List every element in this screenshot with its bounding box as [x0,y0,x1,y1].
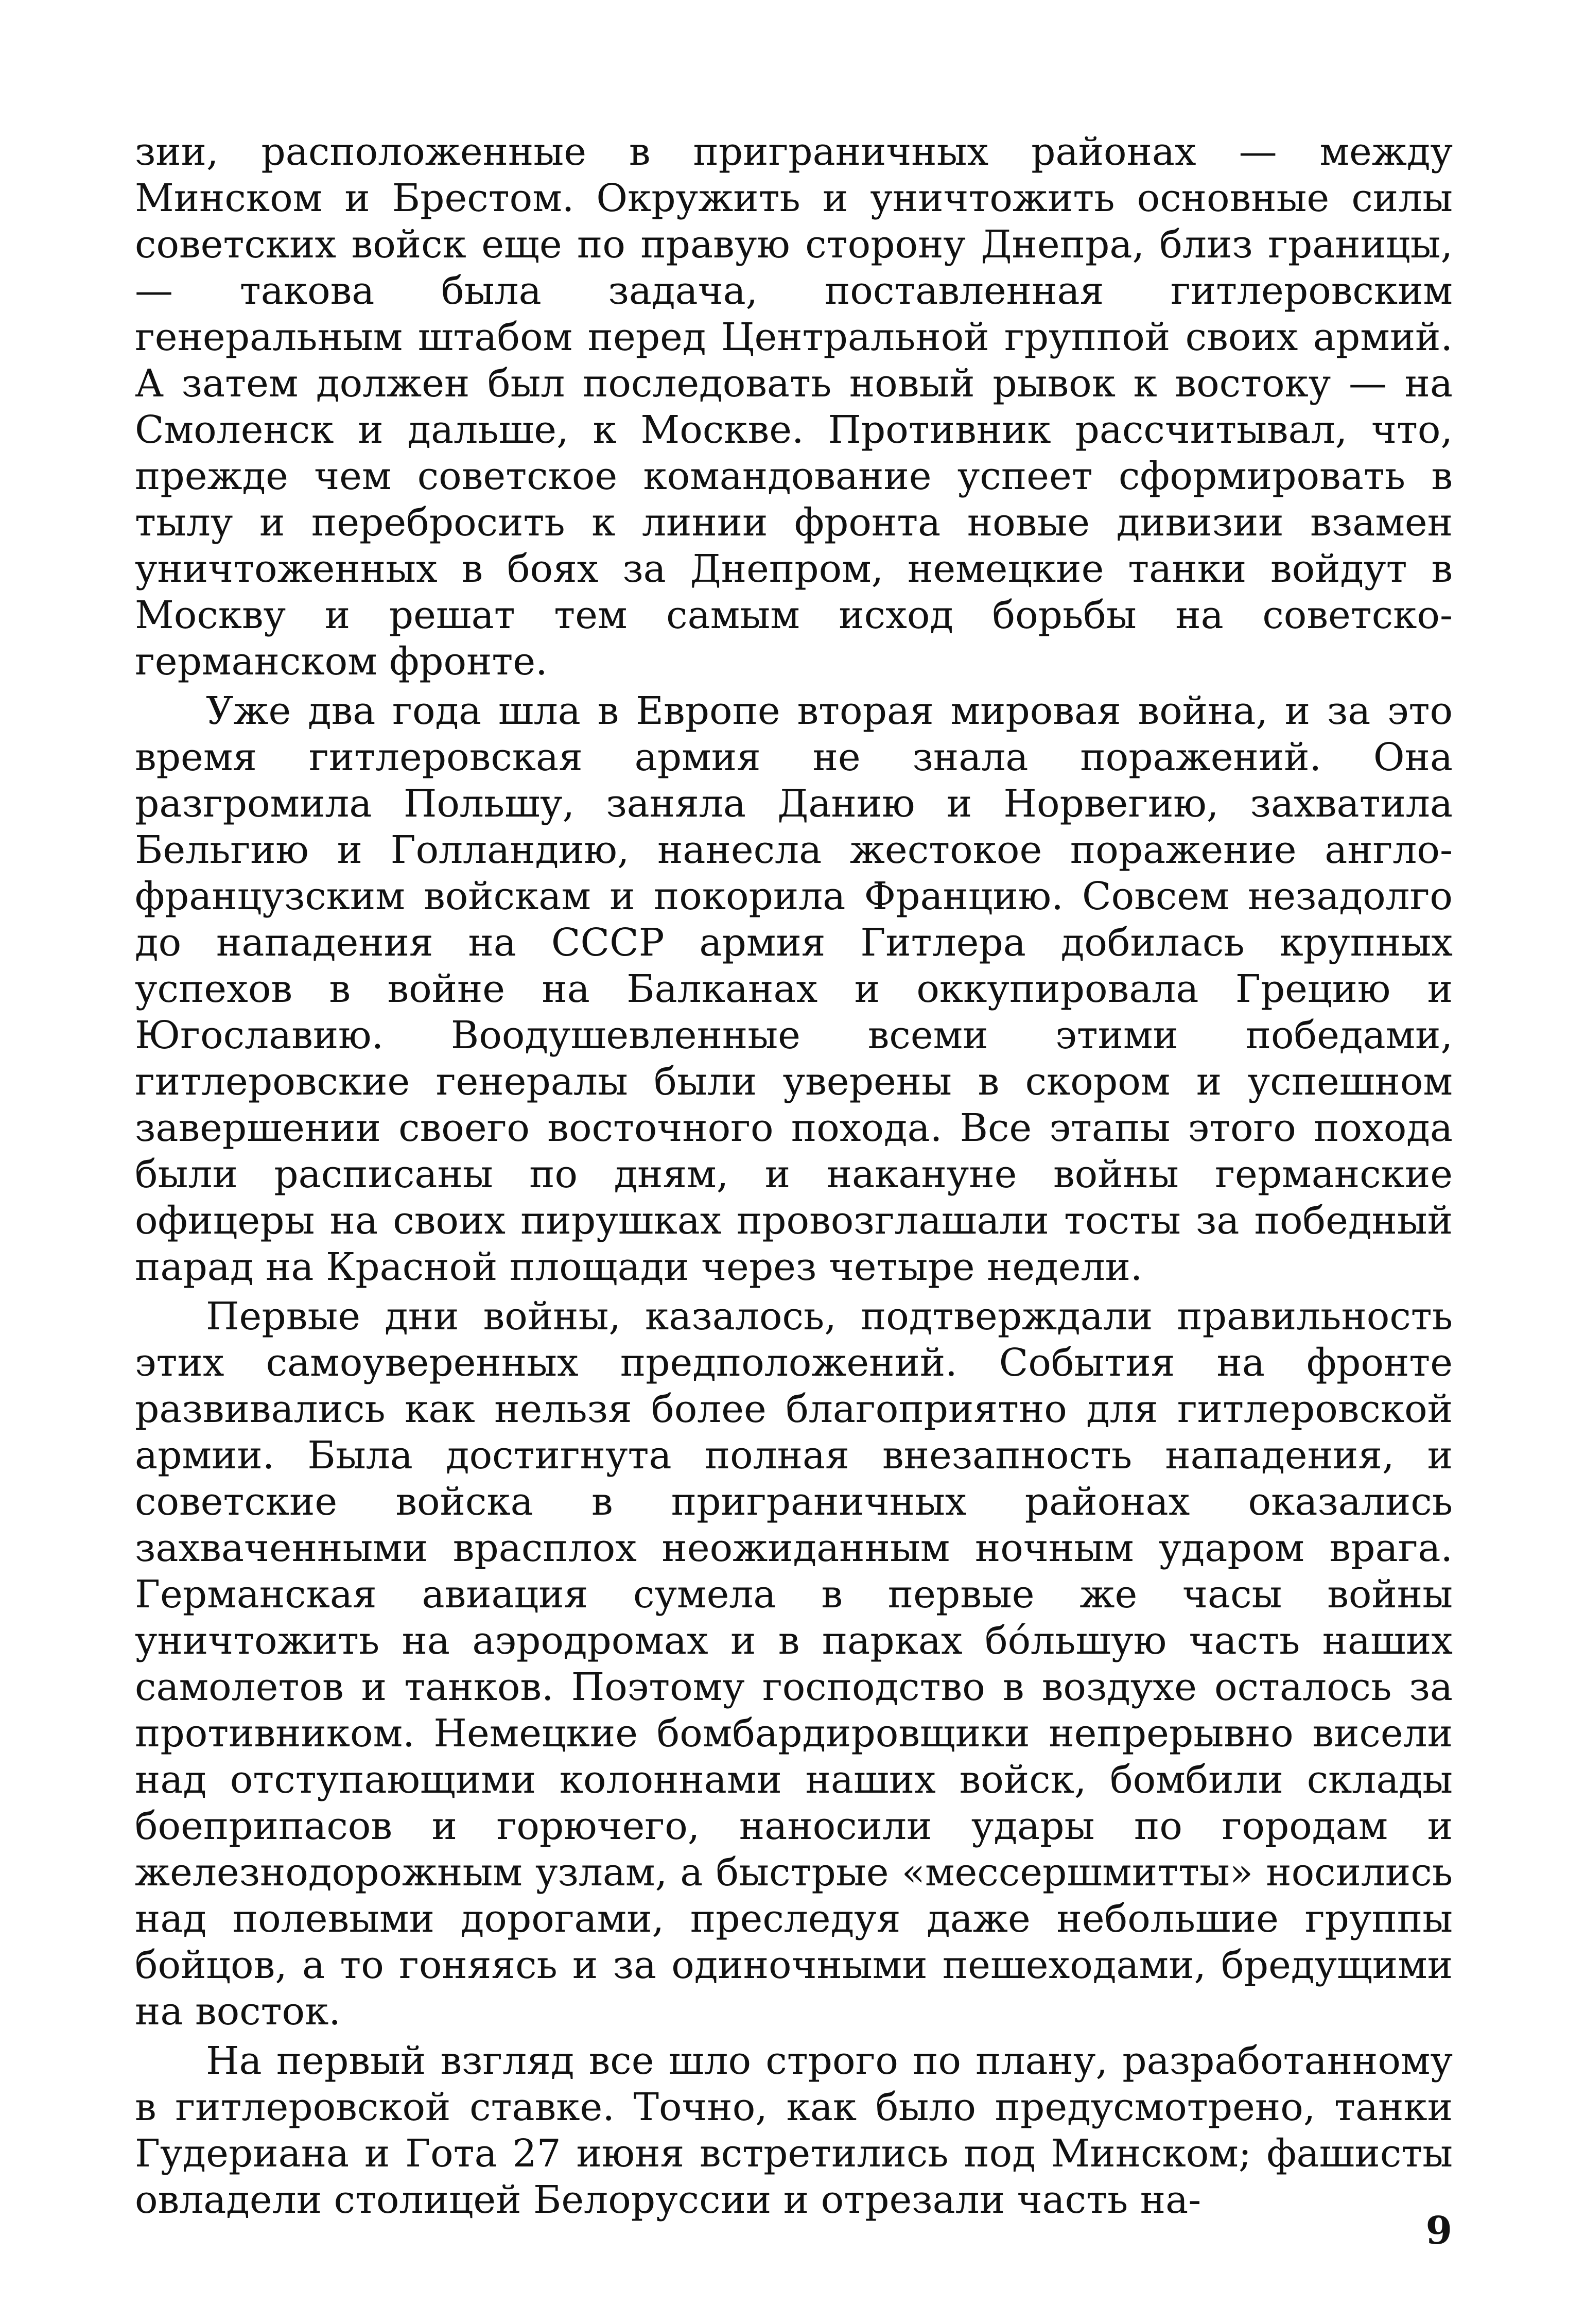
paragraph-2: Уже два года шла в Европе вторая мировая война, и за это время гитлеровская армия не знала поражений. Она разгромила Польшу, заняла Данию и Норвегию, захватила Бельгию и Голландию, нанесла жестокое поражение англо-французским войскам и покорила Францию. Совсем незадолго до нападения на СССР армия Гитлера добилась крупных успехов в войне на Балканах и оккупировала Грецию и Югославию. Воодушевленные всеми этими победами, гитлеровские генералы были уверены в скором и успешном завершении своего восточного похода. Все этапы этого похода были расписаны по дням, и накануне войны германские офицеры на своих пирушках провозглашали тосты за победный парад на Красной площади через четыре недели. [135,689,1453,1289]
page-number: 9 [1425,2209,1452,2253]
paragraph-1: зии, расположенные в приграничных районах — между Минском и Брестом. Окружить и уничтожить основные силы советских войск еще по правую сторону Днепра, близ границы,— такова была задача, поставленная гитлеровским генеральным штабом перед Центральной группой своих армий. А затем должен был последовать новый рывок к востоку — на Смоленск и дальше, к Москве. Противник рассчитывал, что, прежде чем советское командование успеет сформировать в тылу и перебросить к линии фронта новые дивизии взамен уничтоженных в боях за Днепром, немецкие танки войдут в Москву и решат тем самым исход борьбы на советско-германском фронте. [135,130,1453,684]
paragraph-4: На первый взгляд все шло строго по плану, разработанному в гитлеровской ставке. Точно, как было предусмотрено, танки Гудериана и Гота 27 июня встретились под Минском; фашисты овладели столицей Белоруссии и отрезали часть на- [135,2039,1453,2222]
paragraph-3: Первые дни войны, казалось, подтверждали правильность этих самоуверенных предположений. События на фронте развивались как нельзя более благоприятно для гитлеровской армии. Была достигнута полная внезапность нападения, и советские войска в приграничных районах оказались захваченными врасплох неожиданным ночным ударом врага. Германская авиация сумела в первые же часы войны уничтожить на аэродромах и в парках бо́льшую часть наших самолетов и танков. Поэтому господство в воздухе осталось за противником. Немецкие бомбардировщики непрерывно висели над отступающими колоннами наших войск, бомбили склады боеприпасов и горючего, наносили удары по городам и железнодорожным узлам, а быстрые «мессершмитты» носились над полевыми дорогами, преследуя даже небольшие группы бойцов, а то гоняясь и за одиночными пешеходами, бредущими на восток. [135,1294,1453,2034]
body-text [135,129,1453,2223]
